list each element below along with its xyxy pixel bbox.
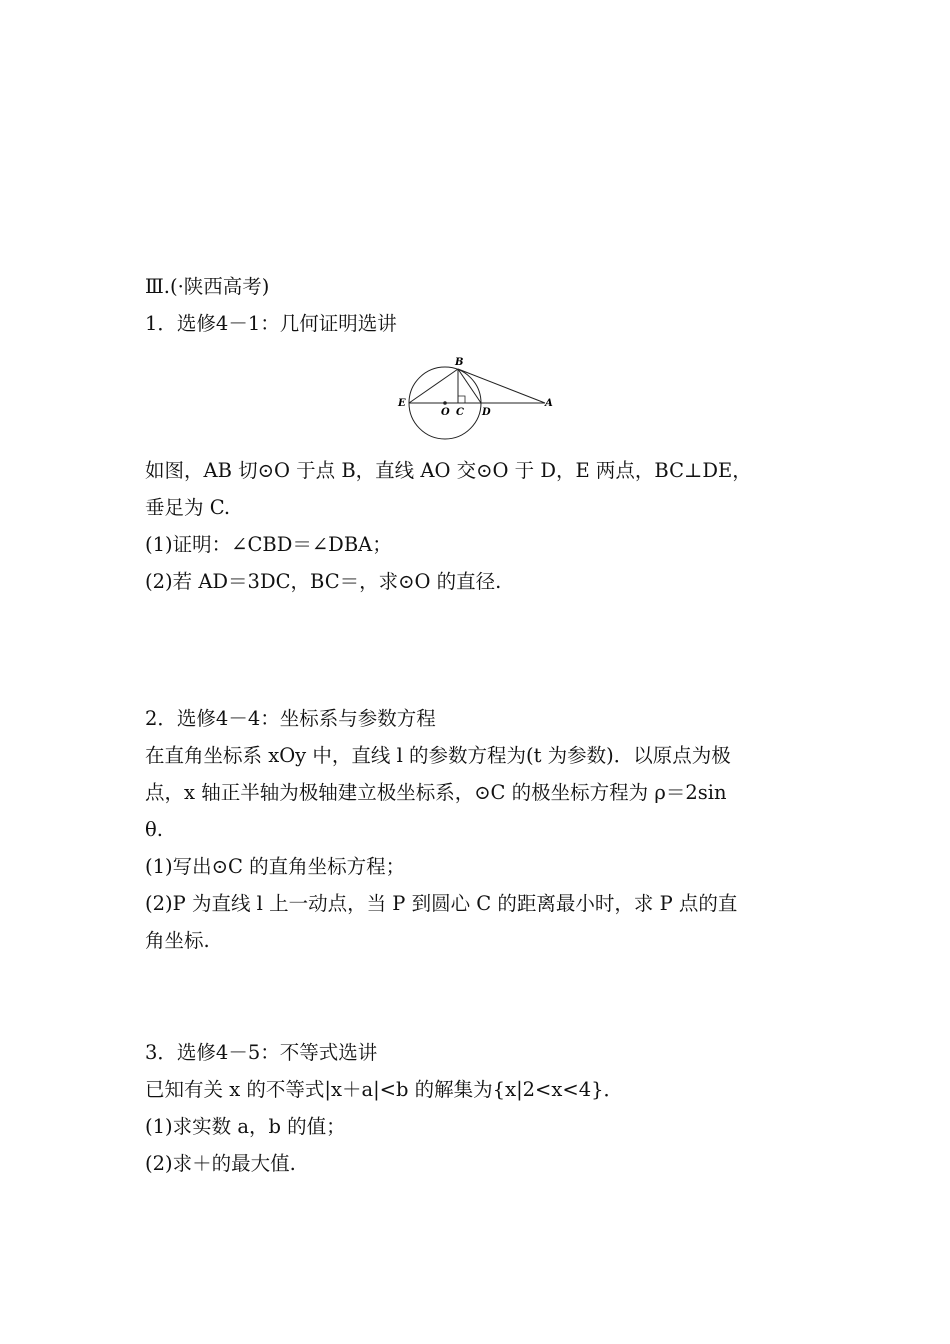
label-d: D [482,407,491,418]
label-a: A [545,398,553,409]
q3-stem: 已知有关 x 的不等式|x＋a|<b 的解集为{x|2<x<4}． [145,1078,624,1101]
q1-stem-line1: 如图，AB 切⊙O 于点 B，直线 AO 交⊙O 于 D，E 两点，BC⊥DE， [145,459,752,482]
q2-part1: (1)写出⊙C 的直角坐标方程； [145,855,406,878]
q1-heading: 1．选修4－1：几何证明选讲 [145,312,397,335]
label-e: E [398,398,406,409]
document-page [145,268,815,1182]
geometry-figure [145,344,815,444]
line-ba [458,369,545,403]
q2-stem-line3: θ. [145,818,163,841]
label-c: C [456,407,464,418]
section-title: Ⅲ.(·陕西高考) [145,275,270,298]
spacer [145,600,815,700]
q1-stem-line2: 垂足为 C. [145,496,231,519]
q2-part2-line1: (2)P 为直线 l 上一动点，当 P 到圆心 C 的距离最小时，求 P 点的直 [145,892,738,915]
q1-part2: (2)若 AD＝3DC，BC＝，求⊙O 的直径. [145,570,502,593]
q2-stem-line2: 点，x 轴正半轴为极轴建立极坐标系，⊙C 的极坐标方程为 ρ＝2sin [145,781,727,804]
right-angle-mark [458,396,465,403]
q2-heading: 2．选修4－4：坐标系与参数方程 [145,707,436,730]
line-be [409,369,458,403]
center-point [443,401,447,405]
q2-part2-line2: 角坐标. [145,929,210,952]
q3-heading: 3．选修4－5：不等式选讲 [145,1041,378,1064]
q2-stem-line1: 在直角坐标系 xOy 中，直线 l 的参数方程为(t 为参数)．以原点为极 [145,744,731,767]
q3-part1: (1)求实数 a，b 的值； [145,1115,346,1138]
q3-part2: (2)求＋的最大值. [145,1152,296,1175]
label-o: O [441,407,450,418]
label-b: B [455,357,464,368]
q1-part1: (1)证明：∠CBD＝∠DBA； [145,533,392,556]
line-bd [458,369,481,403]
circle-tangent-diagram [395,344,565,444]
spacer [145,959,815,1034]
